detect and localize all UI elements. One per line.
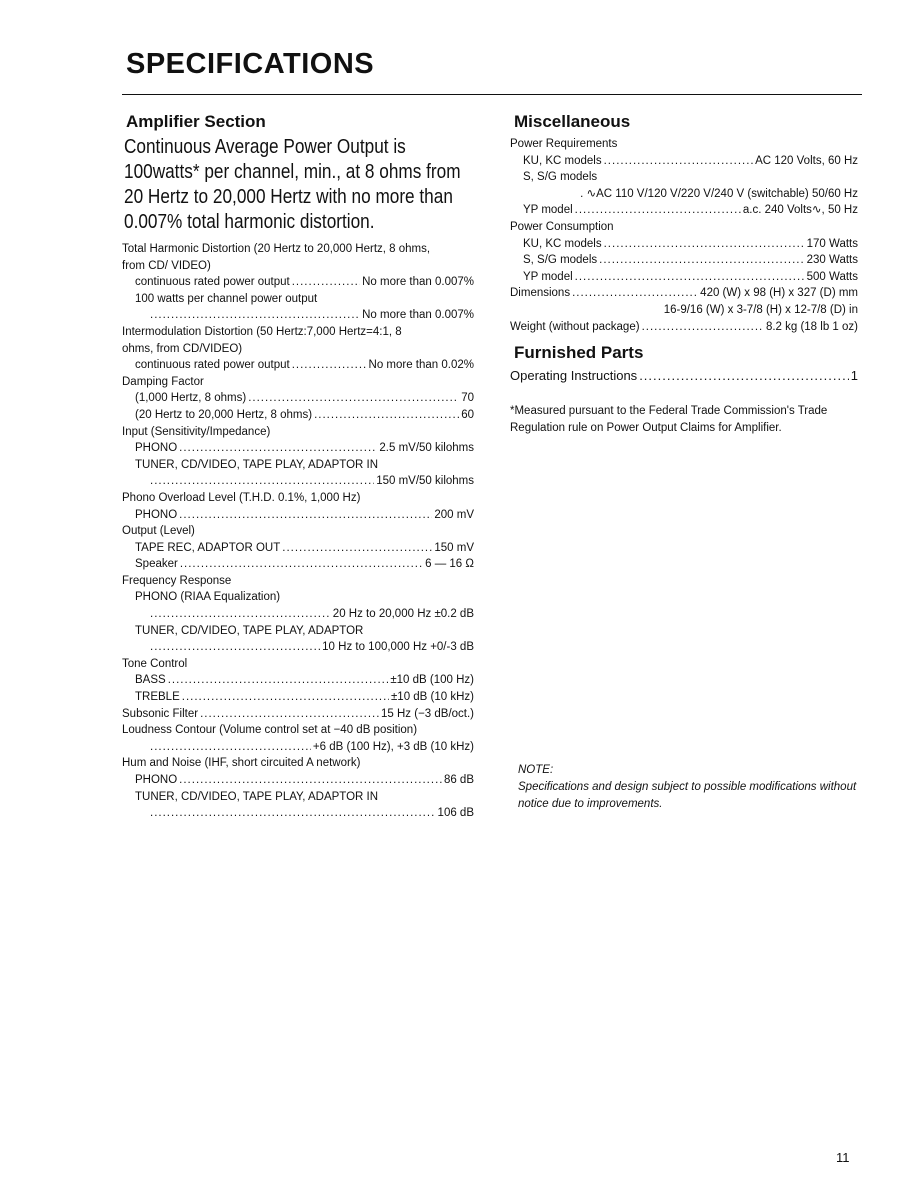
leader-dots <box>639 367 849 385</box>
leader-dots <box>292 274 360 291</box>
spec-line: 100 watts per channel power output <box>135 292 318 305</box>
spec-value: AC 120 Volts, 60 Hz <box>755 154 858 167</box>
spec-label: Subsonic Filter <box>122 707 199 720</box>
spec-line: Intermodulation Distortion (50 Hertz:7,000 Hertz=4:1, 8 <box>122 325 402 338</box>
spec-label: continuous rated power output <box>135 359 290 372</box>
furnished-item-count: 1 <box>850 368 858 384</box>
spec-line: TUNER, CD/VIDEO, TAPE PLAY, ADAPTOR IN <box>135 790 379 803</box>
page-title: SPECIFICATIONS <box>126 48 375 80</box>
spec-value: 150 mV/50 kilohms <box>376 475 474 488</box>
spec-line: S, S/G models <box>523 171 598 184</box>
spec-line: . ∿AC 110 V/120 V/220 V/240 V (switchable) 50/60 Hz <box>580 187 858 200</box>
leader-dots <box>179 440 377 457</box>
misc-heading: Miscellaneous <box>514 112 631 131</box>
spec-line: ohms, from CD/VIDEO) <box>122 342 243 355</box>
furnished-heading: Furnished Parts <box>514 343 644 363</box>
spec-line: 16-9/16 (W) x 3-7/8 (H) x 12-7/8 (D) in <box>663 303 858 316</box>
amplifier-spec-list <box>122 241 474 822</box>
spec-row <box>122 473 474 490</box>
leader-dots <box>150 639 320 656</box>
leader-dots <box>604 236 805 253</box>
spec-value: 106 dB <box>437 807 474 820</box>
spec-row <box>122 507 474 524</box>
leader-dots <box>604 153 753 170</box>
amplifier-section <box>122 112 474 822</box>
spec-row <box>122 540 474 557</box>
spec-line: Input (Sensitivity/Impedance) <box>122 425 271 438</box>
spec-row <box>122 772 474 789</box>
leader-dots <box>150 473 374 490</box>
spec-value: 8.2 kg (18 lb 1 oz) <box>765 320 858 333</box>
leader-dots <box>575 202 741 219</box>
spec-label: PHONO <box>135 774 178 786</box>
spec-line: Phono Overload Level (T.H.D. 0.1%, 1,000 Hz) <box>122 491 361 504</box>
spec-label: KU, KC models <box>523 154 602 167</box>
amplifier-heading: Amplifier Section <box>126 112 266 131</box>
spec-line: TUNER, CD/VIDEO, TAPE PLAY, ADAPTOR IN <box>135 458 379 471</box>
spec-label: KU, KC models <box>523 237 602 250</box>
spec-label: BASS <box>135 674 166 687</box>
spec-label: S, S/G models <box>523 254 598 267</box>
spec-label: (1,000 Hertz, 8 ohms) <box>135 392 247 405</box>
spec-label: YP model <box>523 204 573 217</box>
title-rule <box>122 94 862 95</box>
spec-line: Output (Level) <box>122 525 195 538</box>
spec-line: Loudness Contour (Volume control set at −40 dB position) <box>122 724 418 737</box>
spec-value: 86 dB <box>443 774 474 786</box>
spec-value: 420 (W) x 98 (H) x 327 (D) mm <box>700 287 858 300</box>
footnote: *Measured pursuant to the Federal Trade Commission's Trade Regulation rule on Power Output Claims for Amplifier. <box>510 405 828 434</box>
spec-value: ±10 dB (100 Hz) <box>390 674 474 687</box>
leader-dots <box>200 706 379 723</box>
leader-dots <box>150 307 360 324</box>
spec-line: Frequency Response <box>122 574 232 587</box>
spec-row <box>122 556 474 573</box>
spec-row <box>510 252 858 269</box>
spec-label: (20 Hertz to 20,000 Hertz, 8 ohms) <box>135 408 313 421</box>
spec-line: TUNER, CD/VIDEO, TAPE PLAY, ADAPTOR <box>135 624 364 637</box>
spec-value: 500 Watts <box>806 270 858 283</box>
note-text: Specifications and design subject to possible modifications without notice due to improvements. <box>518 781 857 810</box>
leader-dots <box>282 540 432 557</box>
spec-row <box>122 407 474 424</box>
spec-label: continuous rated power output <box>135 276 290 289</box>
spec-value: No more than 0.007% <box>362 309 474 322</box>
leader-dots <box>182 689 389 706</box>
spec-label: Dimensions <box>510 287 571 300</box>
spec-value: a.c. 240 Volts∿, 50 Hz <box>742 204 858 217</box>
spec-row <box>510 285 858 302</box>
spec-value: 2.5 mV/50 kilohms <box>379 442 474 455</box>
spec-row <box>510 153 858 170</box>
spec-row <box>122 639 474 656</box>
spec-row <box>122 689 474 706</box>
leader-dots <box>575 269 805 286</box>
furnished-item-label: Operating Instructions <box>510 368 638 384</box>
spec-value: 230 Watts <box>806 254 858 267</box>
spec-row <box>122 440 474 457</box>
spec-line: Power Consumption <box>510 220 614 233</box>
leader-dots <box>180 556 423 573</box>
leader-dots <box>179 772 442 789</box>
spec-line: Tone Control <box>122 657 188 670</box>
spec-line: Hum and Noise (IHF, short circuited A network) <box>122 757 361 770</box>
furnished-parts <box>510 367 858 385</box>
spec-row <box>122 672 474 689</box>
leader-dots <box>248 390 459 407</box>
spec-row <box>122 606 474 623</box>
leader-dots <box>150 739 311 756</box>
leader-dots <box>150 606 331 623</box>
spec-value: 60 <box>461 408 474 421</box>
spec-label: PHONO <box>135 442 178 455</box>
spec-label: TREBLE <box>135 691 180 704</box>
spec-row <box>122 307 474 324</box>
leader-dots <box>314 407 459 424</box>
spec-label: Weight (without package) <box>510 320 640 333</box>
misc-column <box>510 112 858 436</box>
spec-line: PHONO (RIAA Equalization) <box>135 591 281 604</box>
leader-dots <box>168 672 389 689</box>
note-block <box>518 762 858 813</box>
spec-row <box>122 357 474 374</box>
spec-value: 70 <box>461 392 474 405</box>
spec-value: 20 Hz to 20,000 Hz ±0.2 dB <box>332 608 474 621</box>
spec-value: No more than 0.02% <box>368 359 474 372</box>
spec-value: 150 mV <box>434 541 474 554</box>
spec-label: Speaker <box>135 558 178 571</box>
spec-line: Total Harmonic Distortion (20 Hertz to 20,000 Hertz, 8 ohms, <box>122 243 431 255</box>
leader-dots <box>642 319 764 336</box>
spec-row <box>510 319 858 336</box>
misc-spec-list <box>510 136 858 335</box>
spec-value: 6 — 16 Ω <box>425 558 474 571</box>
spec-line: Damping Factor <box>122 375 204 388</box>
page-number: 11 <box>836 1150 850 1165</box>
spec-label: PHONO <box>135 508 178 521</box>
leader-dots <box>179 507 432 524</box>
spec-row <box>510 202 858 219</box>
spec-value: 170 Watts <box>806 237 858 250</box>
furnished-item <box>510 367 858 385</box>
spec-value: 200 mV <box>434 508 474 521</box>
spec-value: 15 Hz (−3 dB/oct.) <box>381 707 474 720</box>
spec-value: 10 Hz to 100,000 Hz +0/-3 dB <box>322 641 474 654</box>
leader-dots <box>599 252 805 269</box>
spec-line: Power Requirements <box>510 138 618 150</box>
spec-label: TAPE REC, ADAPTOR OUT <box>135 541 281 554</box>
spec-row <box>122 390 474 407</box>
spec-row <box>122 739 474 756</box>
spec-value: ±10 dB (10 kHz) <box>390 691 474 704</box>
spec-value: +6 dB (100 Hz), +3 dB (10 kHz) <box>312 740 474 753</box>
amplifier-intro: Continuous Average Power Output is 100watts* per channel, min., at 8 ohms from 20 Hertz to 20,000 Hertz with no more than 0.007% total harmonic distortion. <box>124 136 461 233</box>
spec-label: YP model <box>523 270 573 283</box>
spec-line: from CD/ VIDEO) <box>122 259 211 272</box>
spec-row <box>510 236 858 253</box>
spec-row <box>122 805 474 822</box>
spec-row <box>122 274 474 291</box>
spec-row <box>510 269 858 286</box>
leader-dots <box>572 285 698 302</box>
spec-row <box>122 706 474 723</box>
leader-dots <box>292 357 367 374</box>
spec-value: No more than 0.007% <box>362 276 474 289</box>
leader-dots <box>150 805 436 822</box>
note-heading: NOTE: <box>518 764 554 776</box>
